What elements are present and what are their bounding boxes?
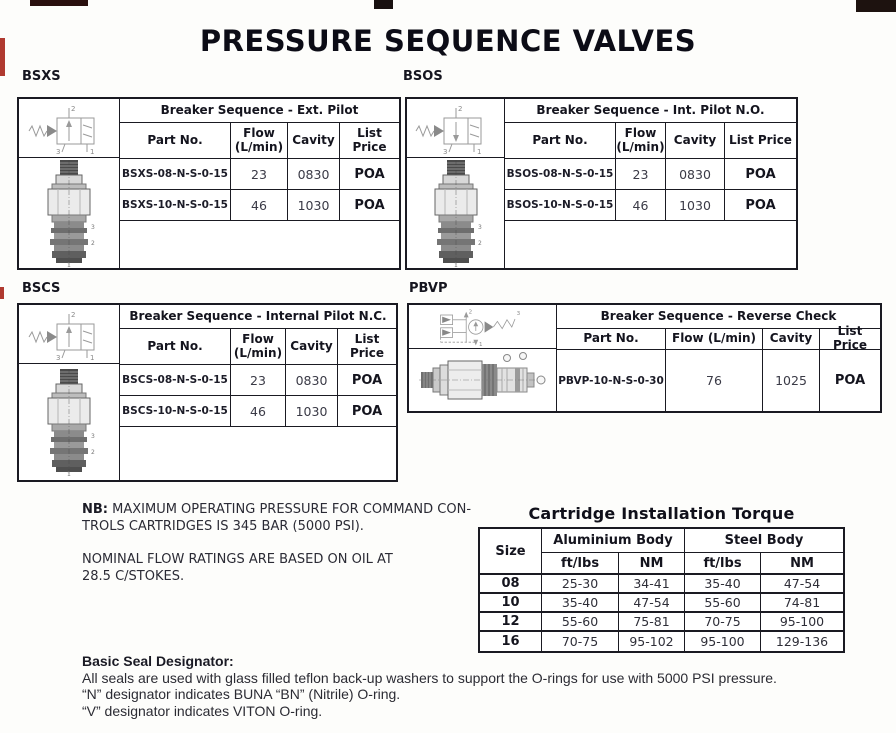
- bsxs-table: [17, 97, 401, 270]
- size-cell: 10: [480, 594, 542, 613]
- part-no-cell: BSOS-10-N-S-0-15: [506, 199, 614, 211]
- cavity-cell: 1025: [762, 350, 819, 411]
- part-no-cell: BSCS-10-N-S-0-15: [122, 405, 228, 417]
- pbvp-valve-schematic-icon: [422, 307, 544, 347]
- cavity-cell: 0830: [285, 365, 337, 395]
- price-cell: POA: [339, 159, 399, 189]
- column-header-flow: Flow (L/min): [230, 123, 287, 158]
- section-label-bscs: BSCS: [22, 281, 61, 296]
- column-header-cavity: Cavity: [665, 123, 724, 158]
- scan-artifact-mark: [30, 0, 88, 6]
- empty-cell: [120, 221, 399, 268]
- svg-text:3: 3: [442, 148, 447, 155]
- torque-value-cell: 70-75: [542, 632, 619, 651]
- bscs-table: [17, 303, 398, 482]
- bscs-valve-schematic-icon: [25, 307, 113, 361]
- column-header-part: Part No.: [147, 338, 203, 353]
- column-header-ftlbs: ft/lbs: [542, 553, 619, 575]
- torque-value-cell: 95-102: [619, 632, 685, 651]
- svg-text:3: 3: [477, 224, 482, 231]
- table-row: [120, 365, 396, 396]
- column-group-steel: Steel Body: [685, 529, 843, 553]
- column-header-size: Size: [480, 529, 542, 575]
- column-header-row: [557, 324, 880, 352]
- column-header-row: [120, 123, 399, 159]
- column-header-ftlbs: ft/lbs: [685, 553, 761, 575]
- price-cell: POA: [339, 190, 399, 220]
- price-cell: POA: [337, 365, 396, 395]
- part-no-cell: BSOS-08-N-S-0-15: [506, 168, 614, 180]
- pbvp-image-column: [409, 305, 557, 411]
- torque-value-cell: 55-60: [542, 613, 619, 632]
- torque-value-cell: 129-136: [775, 634, 829, 649]
- scan-artifact-mark: [856, 0, 896, 12]
- column-header-part: Part No.: [147, 132, 203, 147]
- torque-value-cell: 75-81: [619, 613, 685, 632]
- bsxs-image-column: [19, 99, 120, 268]
- cavity-cell: 1030: [285, 396, 337, 426]
- column-header-part: Part No.: [532, 132, 588, 147]
- svg-text:2: 2: [477, 240, 482, 247]
- svg-text:3: 3: [91, 224, 95, 231]
- nb-note: [82, 502, 480, 586]
- column-header-row: [505, 123, 796, 159]
- column-group-aluminium: Aluminium Body: [542, 529, 685, 553]
- column-header-nm: NM: [619, 553, 685, 575]
- column-header-cavity: Cavity: [762, 329, 819, 349]
- part-no-cell: BSCS-08-N-S-0-15: [122, 374, 228, 386]
- table-row: [120, 159, 399, 190]
- torque-value-cell: 35-40: [542, 594, 619, 613]
- price-cell: POA: [819, 350, 880, 411]
- seal-line: All seals are used with glass filled teflon back-up washers to support the O-rings for use with 5000 PSI pressure.: [82, 669, 777, 686]
- torque-value-cell: 47-54: [619, 594, 685, 613]
- torque-value-cell: 25-30: [542, 575, 619, 594]
- table-row: [505, 159, 796, 190]
- nb-line: NB: MAXIMUM OPERATING PRESSURE FOR COMMAND CON- TROLS CARTRIDGES IS 345 BAR (5000 PSI).: [82, 502, 472, 534]
- bsos-cartridge-photo: [424, 158, 488, 268]
- svg-text:3: 3: [56, 354, 61, 361]
- torque-value-cell: 70-75: [685, 613, 761, 632]
- torque-value-cell: 47-54: [761, 575, 843, 594]
- part-no-cell: BSXS-10-N-S-0-15: [122, 199, 228, 211]
- bscs-cartridge-photo: [37, 367, 101, 477]
- column-header-cavity: Cavity: [287, 123, 339, 158]
- svg-text:2: 2: [91, 449, 95, 456]
- svg-text:1: 1: [90, 148, 95, 155]
- column-header-price: List Price: [337, 329, 396, 364]
- svg-text:2: 2: [91, 240, 95, 247]
- column-header-price: List Price: [339, 123, 399, 158]
- svg-text:1: 1: [67, 471, 71, 477]
- column-header-flow: Flow (L/min): [230, 329, 285, 364]
- column-header-price: List Price: [819, 329, 880, 349]
- nb-label: NB:: [82, 502, 108, 517]
- svg-text:3: 3: [56, 148, 61, 155]
- flow-cell: 46: [230, 190, 287, 220]
- torque-value-cell: 55-60: [685, 594, 761, 613]
- torque-value-cell: 34-41: [619, 575, 685, 594]
- seal-designator-note: [82, 653, 872, 719]
- table-row: [557, 350, 880, 411]
- bsos-table: [405, 97, 798, 270]
- seal-heading: Basic Seal Designator:: [82, 653, 234, 669]
- flow-cell: 23: [230, 365, 285, 395]
- empty-cell: [120, 427, 396, 480]
- flow-cell: 46: [230, 396, 285, 426]
- size-cell: 12: [480, 613, 542, 632]
- part-no-cell: PBVP-10-N-S-0-30: [558, 374, 664, 387]
- torque-value-cell: 35-40: [685, 575, 761, 594]
- bsxs-valve-schematic-icon: [25, 101, 113, 155]
- bsos-valve-schematic-icon: [412, 101, 500, 155]
- part-no-cell: BSXS-08-N-S-0-15: [122, 168, 228, 180]
- svg-text:1: 1: [453, 262, 458, 268]
- torque-value-cell: 95-100: [761, 613, 843, 632]
- section-label-pbvp: PBVP: [409, 281, 448, 296]
- price-cell: POA: [724, 159, 796, 189]
- scan-artifact-mark: [0, 287, 4, 299]
- svg-text:1: 1: [90, 354, 95, 361]
- size-cell: 08: [480, 575, 542, 594]
- table-title: Breaker Sequence - Internal Pilot N.C.: [120, 305, 396, 329]
- svg-text:2: 2: [71, 311, 76, 319]
- table-title: Breaker Sequence - Ext. Pilot: [120, 99, 399, 123]
- svg-text:2: 2: [71, 105, 76, 113]
- column-header-price: List Price: [724, 123, 796, 158]
- seal-line: “V” designator indicates VITON O-ring.: [82, 702, 323, 719]
- scan-artifact-mark: [374, 0, 393, 9]
- cavity-cell: 0830: [665, 159, 724, 189]
- torque-value-cell: 74-81: [761, 594, 843, 613]
- svg-text:1: 1: [478, 341, 483, 347]
- torque-table-title: Cartridge Installation Torque: [528, 504, 795, 523]
- size-cell: 16: [480, 632, 542, 651]
- page-title: PRESSURE SEQUENCE VALVES: [199, 24, 697, 58]
- flow-cell: 46: [615, 190, 665, 220]
- table-row: [120, 190, 399, 221]
- torque-table: [478, 527, 845, 653]
- svg-text:3: 3: [516, 310, 520, 317]
- column-header-cavity: Cavity: [285, 329, 337, 364]
- empty-cell: [505, 221, 796, 268]
- flow-cell: 76: [665, 350, 762, 411]
- svg-text:2: 2: [468, 308, 472, 315]
- flow-note: NOMINAL FLOW RATINGS ARE BASED ON OIL AT 28.5 C/STOKES.: [82, 551, 393, 584]
- price-cell: POA: [337, 396, 396, 426]
- cavity-cell: 0830: [287, 159, 339, 189]
- cavity-cell: 1030: [665, 190, 724, 220]
- table-title: Breaker Sequence - Reverse Check: [557, 305, 880, 329]
- column-header-flow: Flow (L/min): [615, 123, 665, 158]
- bsxs-cartridge-photo: [37, 158, 101, 268]
- svg-text:1: 1: [67, 262, 71, 268]
- column-header-nm: NM: [761, 553, 843, 575]
- torque-value-cell: 95-100: [685, 632, 761, 651]
- flow-cell: 23: [230, 159, 287, 189]
- flow-cell: 23: [615, 159, 665, 189]
- column-header-part: Part No.: [583, 331, 639, 346]
- seal-line: “N” designator indicates BUNA “BN” (Nitrile) O-ring.: [82, 686, 401, 702]
- section-label-bsos: BSOS: [403, 69, 443, 84]
- svg-text:2: 2: [457, 105, 462, 113]
- price-cell: POA: [724, 190, 796, 220]
- table-row: [505, 190, 796, 221]
- bscs-image-column: [19, 305, 120, 480]
- pbvp-cartridge-photo: [419, 351, 547, 409]
- table-title: Breaker Sequence - Int. Pilot N.O.: [505, 99, 796, 123]
- section-label-bsxs: BSXS: [22, 69, 61, 84]
- svg-text:1: 1: [476, 148, 481, 155]
- bsos-image-column: [407, 99, 505, 268]
- svg-text:3: 3: [91, 433, 95, 440]
- column-header-row: [120, 329, 396, 365]
- cavity-cell: 1030: [287, 190, 339, 220]
- pbvp-table: [407, 303, 882, 413]
- table-row: [120, 396, 396, 427]
- column-header-flow: Flow (L/min): [665, 329, 762, 349]
